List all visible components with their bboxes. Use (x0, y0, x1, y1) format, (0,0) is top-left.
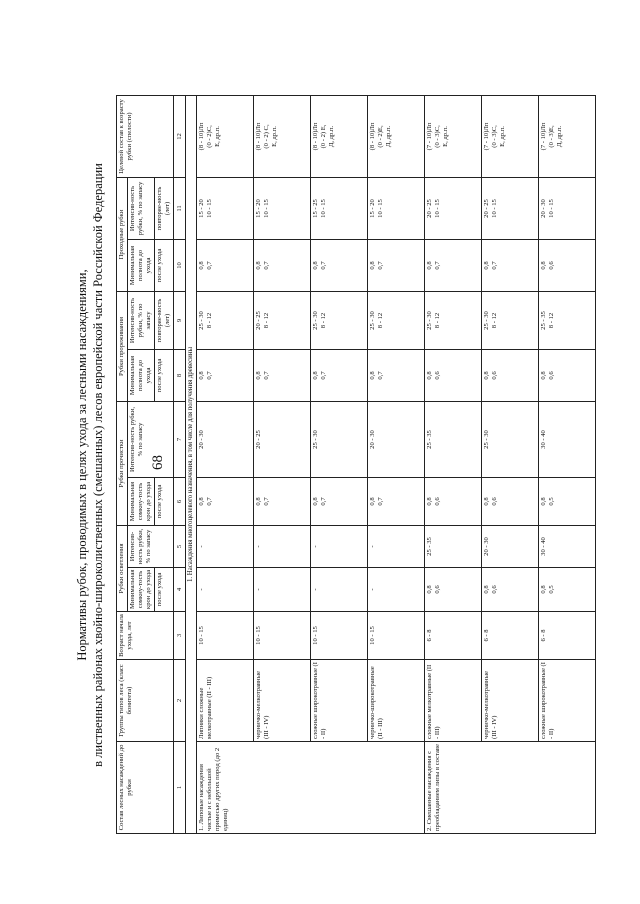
value-cell: 25 - 30 (482, 401, 539, 477)
value-cell: (8 - 10)Лп (0 - 2)Е, Д, др.п. (368, 95, 425, 177)
value-cell: 25 - 30 8 - 12 (368, 291, 425, 349)
rotated-page-content (75, 96, 595, 834)
value-cell: 0,8 0,6 (482, 478, 539, 526)
value-cell: - (197, 568, 254, 612)
document-title-line-2: в лиственных районах хвойно-широколиственных (смешанных) лесов европейской части Российской Федерации (91, 163, 105, 767)
value-cell: 15 - 20 10 - 15 (197, 177, 254, 239)
page-number: 68 (150, 455, 166, 470)
stand-composition-cell: 2. Смешанные насаждения с преобладанием липы в составе (425, 742, 596, 834)
value-cell: 0,8 0,6 (482, 349, 539, 401)
value-cell: 10 - 15 (311, 612, 368, 660)
value-cell: 25 - 35 8 - 12 (539, 291, 596, 349)
value-cell: 25 - 30 8 - 12 (482, 291, 539, 349)
value-cell: 20 - 25 10 - 15 (482, 177, 539, 239)
value-cell: 0,8 0,6 (425, 478, 482, 526)
value-cell: 25 - 30 (311, 401, 368, 477)
value-cell: 30 - 40 (539, 526, 596, 568)
section-title: 1. Насаждения многоцелевого назначения, в том числе для получения древесины (186, 95, 197, 833)
header-cell: после ухода (155, 568, 174, 612)
column-number: 6 (174, 478, 186, 526)
value-cell: 20 - 25 8 - 12 (254, 291, 311, 349)
value-cell: 25 - 35 (425, 526, 482, 568)
value-cell: - (368, 526, 425, 568)
table-row (482, 95, 539, 833)
header-row-1 (117, 95, 128, 833)
table-row (311, 95, 368, 833)
value-cell: 10 - 15 (197, 612, 254, 660)
value-cell: 20 - 30 (368, 401, 425, 477)
column-number: 7 (174, 401, 186, 477)
norms-table (116, 95, 596, 834)
value-cell: - (311, 568, 368, 612)
value-cell: - (197, 526, 254, 568)
column-number: 10 (174, 239, 186, 291)
value-cell: 0,8 0,7 (425, 239, 482, 291)
value-cell: 0,8 0,5 (539, 568, 596, 612)
value-cell: (8 - 10)Лп (0 - 2) С, Е, др.п. (254, 95, 311, 177)
value-cell: 6 - 8 (482, 612, 539, 660)
forest-type-cell: черничко-мелкотравные (III - IV) (254, 660, 311, 742)
value-cell: 0,8 0,7 (311, 349, 368, 401)
header-cell: Минимальная сомкну-тость крон до ухода (128, 478, 155, 526)
value-cell: 25 - 30 8 - 12 (311, 291, 368, 349)
value-cell: (7 - 10)Лп (0 - 3)С, Е, др.п. (425, 95, 482, 177)
header-cell: Интенсив-ность рубки, % по запасу (128, 401, 174, 477)
value-cell: 0,8 0,6 (539, 349, 596, 401)
value-cell: 0,8 0,6 (539, 239, 596, 291)
value-cell: 25 - 30 8 - 12 (425, 291, 482, 349)
column-number: 11 (174, 177, 186, 239)
header-cell: Интенсив-ность рубки, % по запасу (128, 291, 155, 349)
header-cell: Рубки прочистки (117, 401, 128, 525)
value-cell: 15 - 25 10 - 15 (311, 177, 368, 239)
value-cell: 15 - 20 10 - 15 (368, 177, 425, 239)
value-cell: 6 - 8 (425, 612, 482, 660)
table-row (368, 95, 425, 833)
header-cell: после ухода (155, 349, 174, 401)
column-number: 8 (174, 349, 186, 401)
value-cell: 0,8 0,7 (482, 239, 539, 291)
table-body (197, 95, 596, 833)
value-cell: 0,8 0,7 (254, 239, 311, 291)
value-cell: 0,8 0,7 (311, 239, 368, 291)
value-cell: 10 - 15 (368, 612, 425, 660)
value-cell: - (254, 526, 311, 568)
value-cell: (8 - 10)Лп (0 - 2) Е, Д, др.п. (311, 95, 368, 177)
value-cell: 20 - 25 10 - 15 (425, 177, 482, 239)
value-cell: 0,8 0,6 (425, 568, 482, 612)
header-cell: Интенсив-ность рубки, % по запасу (128, 526, 174, 568)
stand-composition-cell: 1. Липовые насаждения чистые и с небольшой примесью других пород (до 2 единиц) (197, 742, 425, 834)
header-cell: Целевой состав к возрасту рубки (спелости) (117, 95, 174, 177)
header-cell: Состав лесных насаждений до рубки (117, 742, 174, 834)
value-cell: 0,8 0,7 (254, 349, 311, 401)
header-cell: повторяе-мость (лет) (155, 177, 174, 239)
header-cell: Минимальная полнота до ухода (128, 349, 155, 401)
value-cell: 0,8 0,7 (254, 478, 311, 526)
header-cell: Рубки осветления (117, 526, 128, 612)
value-cell: 0,8 0,7 (368, 349, 425, 401)
value-cell: 0,8 0,7 (197, 239, 254, 291)
header-cell: Проходные рубки (117, 177, 128, 291)
forest-type-cell: сложные широкотравные (I - II) (311, 660, 368, 742)
value-cell: 20 - 30 (482, 526, 539, 568)
value-cell: 0,8 0,7 (311, 478, 368, 526)
table-row (254, 95, 311, 833)
value-cell: 20 - 30 10 - 15 (539, 177, 596, 239)
value-cell: 20 - 25 (254, 401, 311, 477)
column-number: 3 (174, 612, 186, 660)
forest-type-cell: черничко-широкотравные (II - III) (368, 660, 425, 742)
value-cell: (7 - 10)Лп (0 - 3)С, Е, др.п. (482, 95, 539, 177)
value-cell: (7 - 10)Лп (0 - 3)Е, Д, др.п. (539, 95, 596, 177)
value-cell: 15 - 20 10 - 15 (254, 177, 311, 239)
header-cell: Группы типов леса (класс бонитета) (117, 660, 174, 742)
value-cell: - (368, 568, 425, 612)
value-cell: 0,8 0,7 (368, 239, 425, 291)
value-cell: 0,8 0,7 (368, 478, 425, 526)
header-cell: Возраст начала ухода, лет (117, 612, 174, 660)
header-cell: Интенсив-ность рубки, % по запасу (128, 177, 155, 239)
column-number: 4 (174, 568, 186, 612)
column-number: 5 (174, 526, 186, 568)
value-cell: 6 - 8 (539, 612, 596, 660)
header-cell: повторяе-мость (лет) (155, 291, 174, 349)
header-cell: Рубки прореживания (117, 291, 128, 401)
column-number: 2 (174, 660, 186, 742)
table-row (539, 95, 596, 833)
value-cell: 0,8 0,5 (539, 478, 596, 526)
forest-type-cell: Липняки сложные мелкотравные (II - III) (197, 660, 254, 742)
column-number: 9 (174, 291, 186, 349)
column-number-row (174, 95, 186, 833)
table-row (425, 95, 482, 833)
value-cell: 0,8 0,7 (197, 349, 254, 401)
header-cell: Минимальная полнота до ухода (128, 239, 155, 291)
section-row (186, 95, 197, 833)
column-number: 12 (174, 95, 186, 177)
forest-type-cell: черничко-мелкотравные (III - IV) (482, 660, 539, 742)
value-cell: 20 - 30 (197, 401, 254, 477)
value-cell: 10 - 15 (254, 612, 311, 660)
header-cell: после ухода (155, 239, 174, 291)
value-cell: 25 - 35 (425, 401, 482, 477)
value-cell: 0,8 0,6 (482, 568, 539, 612)
column-number: 1 (174, 742, 186, 834)
value-cell: 0,8 0,6 (425, 349, 482, 401)
value-cell: 25 - 30 8 - 12 (197, 291, 254, 349)
value-cell: - (254, 568, 311, 612)
value-cell: 30 - 40 (539, 401, 596, 477)
forest-type-cell: сложные мелкотравные (II - III) (425, 660, 482, 742)
header-cell: после ухода (155, 478, 174, 526)
header-cell: Минимальная сомкну-тость крон до ухода (128, 568, 155, 612)
document-title-line-1: Нормативы рубок, проводимых в целях ухода за лесными насаждениями, (75, 269, 89, 661)
table-row (197, 95, 254, 833)
value-cell: (8 - 10)Лп (0 - 2)С, Е, др.п. (197, 95, 254, 177)
value-cell: - (311, 526, 368, 568)
forest-type-cell: сложные широкотравные (I - II) (539, 660, 596, 742)
value-cell: 0,8 0,7 (197, 478, 254, 526)
